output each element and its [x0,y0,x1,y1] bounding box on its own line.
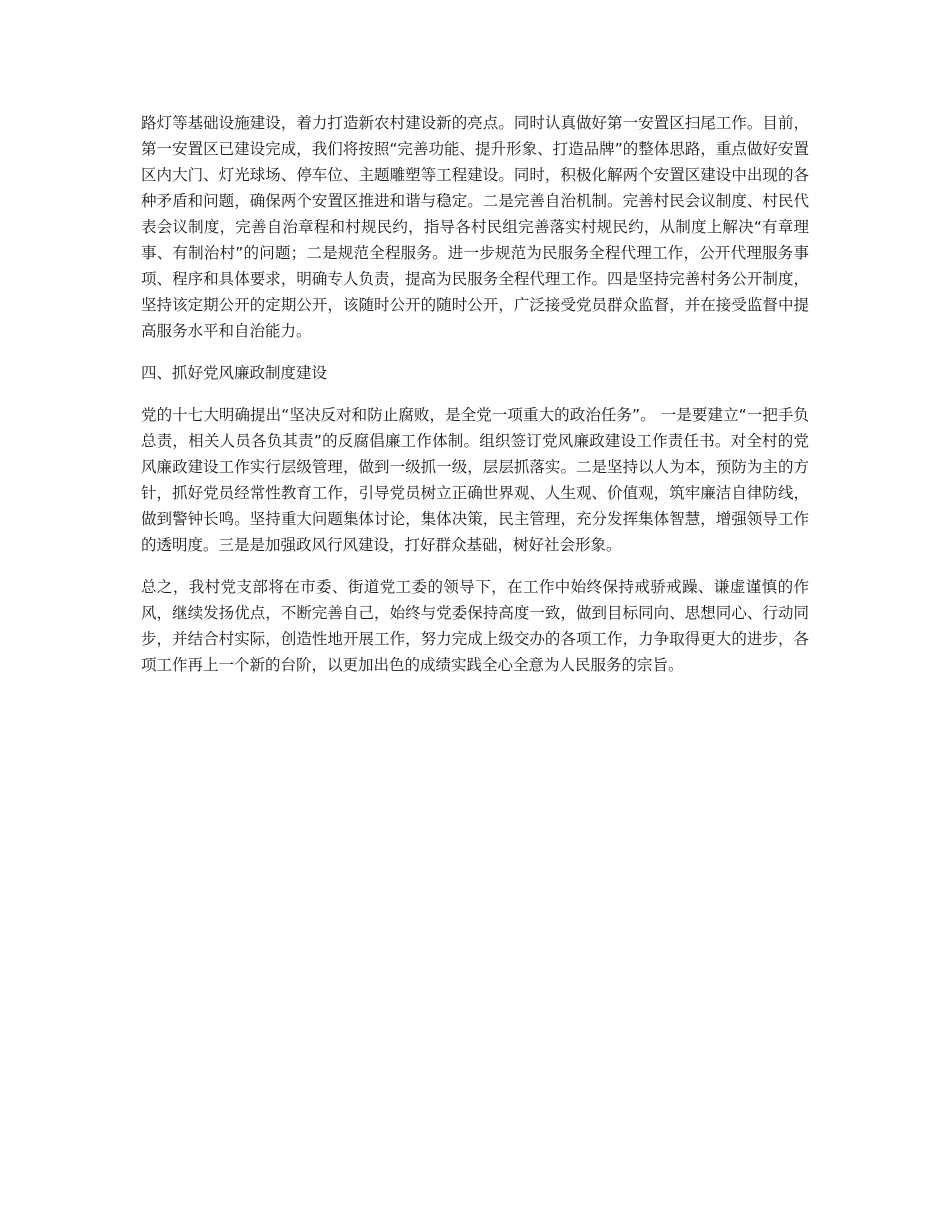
paragraph-anticorruption: 党的十七大明确提出“坚决反对和防止腐败，是全党一项重大的政治任务”。 一是要建立“一把手负总责，相关人员各负其责”的反腐倡廉工作体制。组织签订党风廉政建设工作责任书。对全村的党风廉政建设工作实行层级管理，做到一级抓一级，层层抓落实。二是坚持以人为本，预防为主的方针，抓好党员经常性教育工作，引导党员树立正确世界观、人生观、价值观，筑牢廉洁自律防线，做到警钟长鸣。坚持重大问题集体讨论，集体决策，民主管理，充分发挥集体智慧，增强领导工作的透明度。三是是加强政风行风建设，打好群众基础，树好社会形象。 [141,406,809,554]
section-heading: 四、抓好党风廉政制度建设 [141,364,328,382]
paragraph-infrastructure: 路灯等基础设施建设，着力打造新农村建设新的亮点。同时认真做好第一安置区扫尾工作。目前，第一安置区已建设完成，我们将按照“完善功能、提升形象、打造品牌”的整体思路，重点做好安置区内大门、灯光球场、停车位、主题雕塑等工程建设。同时，积极化解两个安置区建设中出现的各种矛盾和问题，确保两个安置区推进和谐与稳定。二是完善自治机制。完善村民会议制度、村民代表会议制度，完善自治章程和村规民约，指导各村民组完善落实村规民约，从制度上解决“有章理事、有制治村”的问题；二是规范全程服务。进一步规范为民服务全程代理工作，公开代理服务事项、程序和具体要求，明确专人负责，提高为民服务全程代理工作。四是坚持完善村务公开制度，坚持该定期公开的定期公开，该随时公开的随时公开，广泛接受党员群众监督，并在接受监督中提高服务水平和自治能力。 [141,114,809,340]
document-page [141,110,809,694]
paragraph-conclusion: 总之，我村党支部将在市委、街道党工委的领导下，在工作中始终保持戒骄戒躁、谦虚谨慎的作风，继续发扬优点，不断完善自己，始终与党委保持高度一致，做到目标同向、思想同心、行动同步，并结合村实际，创造性地开展工作，努力完成上级交办的各项工作，力争取得更大的进步，各项工作再上一个新的台阶，以更加出色的成绩实践全心全意为人民服务的宗旨。 [141,578,809,674]
